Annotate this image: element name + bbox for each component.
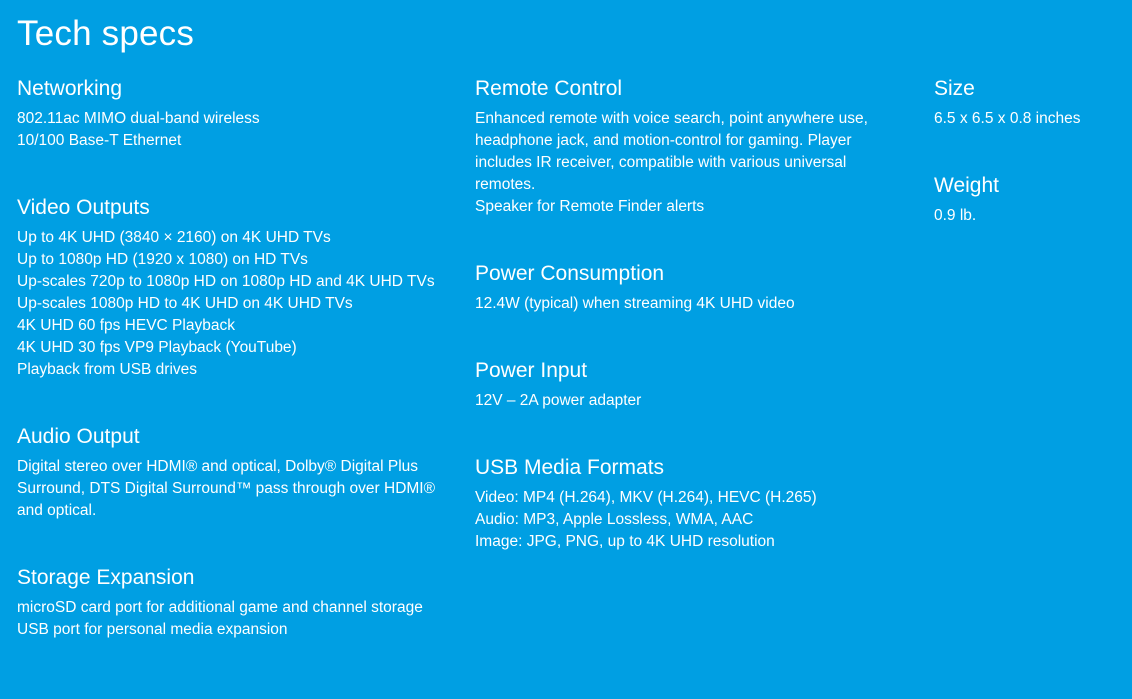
- section-body: [475, 390, 905, 412]
- spec-line: 0.9 lb.: [934, 207, 977, 224]
- spec-line: Audio: MP3, Apple Lossless, WMA, AAC: [475, 511, 754, 528]
- section-heading: Networking: [17, 77, 123, 100]
- spec-line: Playback from USB drives: [17, 361, 198, 378]
- section-body: [934, 108, 1124, 130]
- specs-column-middle: [475, 74, 905, 553]
- spec-line: microSD card port for additional game and channel storage: [17, 599, 423, 616]
- section-heading: Remote Control: [475, 77, 623, 100]
- section-heading: USB Media Formats: [475, 456, 665, 479]
- spec-section-storage-expansion: [17, 563, 442, 641]
- section-heading: Power Consumption: [475, 262, 665, 285]
- section-heading: Size: [934, 77, 975, 100]
- spec-section-weight: [934, 171, 1124, 227]
- section-body: [475, 487, 905, 553]
- section-body: [17, 597, 442, 641]
- section-body: [17, 456, 442, 522]
- spec-section-remote-control: [475, 74, 905, 218]
- section-body: [934, 205, 1124, 227]
- section-body: [17, 108, 442, 152]
- spec-section-audio-output: [17, 422, 442, 522]
- section-body: [17, 227, 442, 381]
- spec-line: Video: MP4 (H.264), MKV (H.264), HEVC (H.265): [475, 489, 817, 506]
- spec-line: Up to 4K UHD (3840 × 2160) on 4K UHD TVs: [17, 229, 331, 246]
- spec-line: 4K UHD 30 fps VP9 Playback (YouTube): [17, 339, 297, 356]
- spec-line: Enhanced remote with voice search, point anywhere use, headphone jack, and motion-control for gaming. Player includes IR receiver, compatible with various universal remotes.: [475, 110, 868, 193]
- spec-line: Up-scales 720p to 1080p HD on 1080p HD and 4K UHD TVs: [17, 273, 435, 290]
- spec-line: Up to 1080p HD (1920 x 1080) on HD TVs: [17, 251, 308, 268]
- section-heading: Storage Expansion: [17, 566, 195, 589]
- page-title: Tech specs: [17, 14, 195, 53]
- section-heading: Audio Output: [17, 425, 140, 448]
- spec-section-size: [934, 74, 1124, 130]
- spec-line: 6.5 x 6.5 x 0.8 inches: [934, 110, 1081, 127]
- spec-section-usb-media-formats: [475, 453, 905, 553]
- spec-line: 802.11ac MIMO dual-band wireless: [17, 110, 260, 127]
- specs-column-right: [934, 74, 1124, 227]
- spec-line: 10/100 Base-T Ethernet: [17, 132, 182, 149]
- spec-line: Digital stereo over HDMI® and optical, Dolby® Digital Plus Surround, DTS Digital Surround™ pass through over HDMI® and optical.: [17, 458, 436, 519]
- section-heading: Weight: [934, 174, 999, 197]
- specs-column-left: [17, 74, 442, 641]
- spec-line: Image: JPG, PNG, up to 4K UHD resolution: [475, 533, 775, 550]
- section-heading: Power Input: [475, 359, 588, 382]
- spec-section-networking: [17, 74, 442, 152]
- spec-line: 4K UHD 60 fps HEVC Playback: [17, 317, 235, 334]
- section-heading: Video Outputs: [17, 196, 150, 219]
- section-body: [475, 108, 905, 218]
- spec-line: 12.4W (typical) when streaming 4K UHD video: [475, 295, 795, 312]
- spec-section-video-outputs: [17, 193, 442, 381]
- spec-line: USB port for personal media expansion: [17, 621, 288, 638]
- spec-section-power-consumption: [475, 259, 905, 315]
- spec-line: Speaker for Remote Finder alerts: [475, 198, 705, 215]
- spec-line: Up-scales 1080p HD to 4K UHD on 4K UHD TVs: [17, 295, 353, 312]
- spec-line: 12V – 2A power adapter: [475, 392, 642, 409]
- spec-section-power-input: [475, 356, 905, 412]
- section-body: [475, 293, 905, 315]
